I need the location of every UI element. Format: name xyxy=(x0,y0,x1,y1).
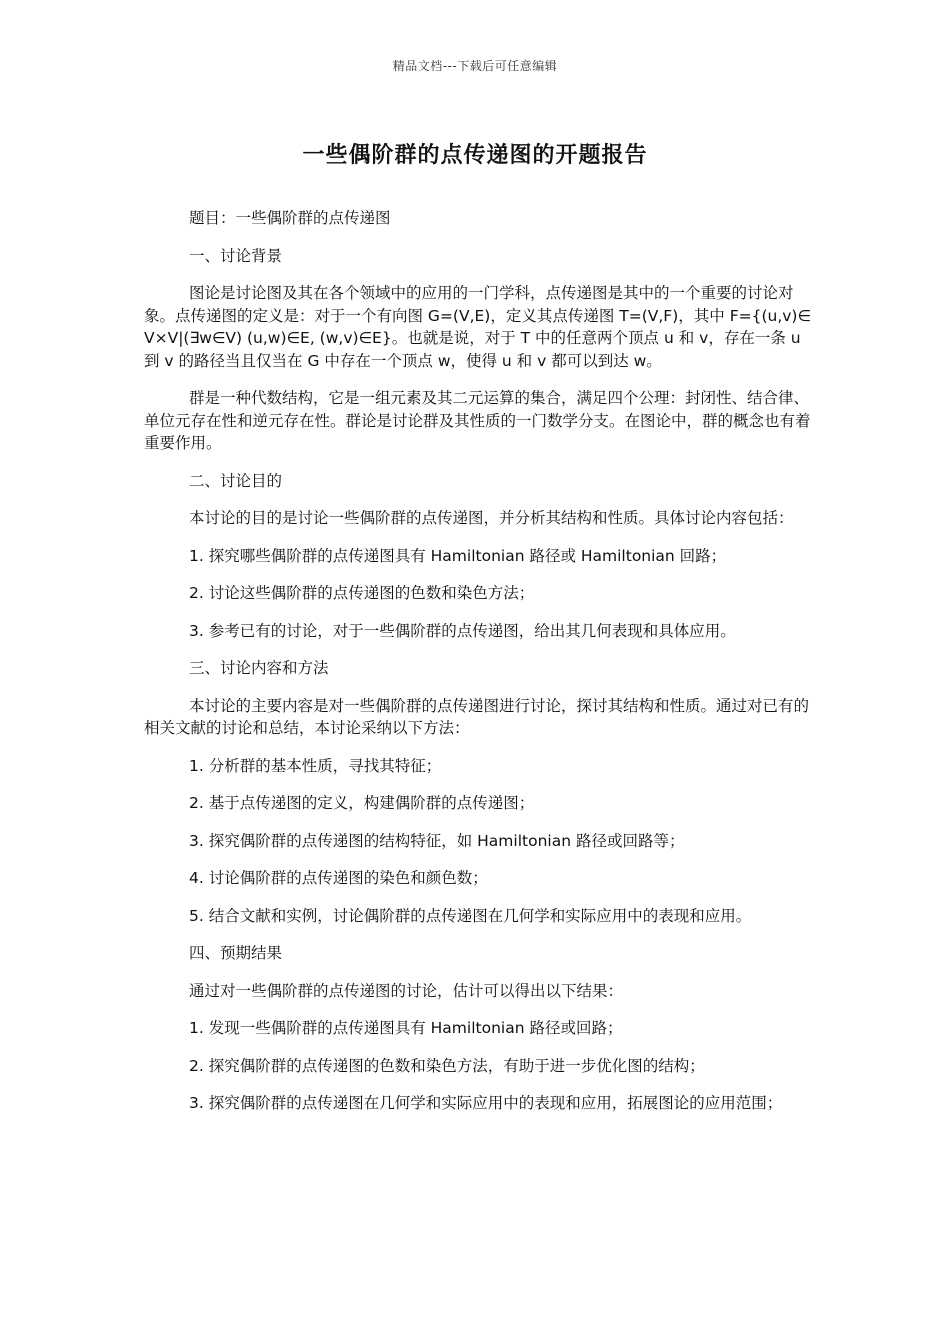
list-item: 2. 探究偶阶群的点传递图的色数和染色方法，有助于进一步优化图的结构； xyxy=(189,1056,705,1075)
section-heading-purpose: 二、讨论目的 xyxy=(189,471,283,490)
topic-line: 题目：一些偶阶群的点传递图 xyxy=(189,209,391,227)
section-heading-results: 四、预期结果 xyxy=(189,944,283,962)
document-body xyxy=(144,207,816,1130)
body-paragraph: 群是一种代数结构，它是一组元素及其二元运算的集合，满足四个公理：封闭性、结合律、单位元存在性和逆元存在性。群论是讨论群及其性质的一门数学分支。在图论中，群的概念也有着重要作用。 xyxy=(144,389,811,452)
list-item: 4. 讨论偶阶群的点传递图的染色和颜色数； xyxy=(189,869,488,887)
list-item: 3. 探究偶阶群的点传递图的结构特征，如 Hamiltonian 路径或回路等； xyxy=(189,831,685,850)
list-item: 3. 探究偶阶群的点传递图在几何学和实际应用中的表现和应用，拓展图论的应用范围； xyxy=(189,1094,783,1112)
list-item: 2. 讨论这些偶阶群的点传递图的色数和染色方法； xyxy=(189,584,535,602)
page-header-note: 精品文档---下载后可任意编辑 xyxy=(392,59,558,73)
list-item: 2. 基于点传递图的定义，构建偶阶群的点传递图； xyxy=(189,794,535,812)
section-heading-methods: 三、讨论内容和方法 xyxy=(189,659,329,677)
body-paragraph: 通过对一些偶阶群的点传递图的讨论，估计可以得出以下结果： xyxy=(189,981,624,1000)
body-paragraph: 本讨论的目的是讨论一些偶阶群的点传递图，并分析其结构和性质。具体讨论内容包括： xyxy=(189,509,794,527)
list-item: 3. 参考已有的讨论，对于一些偶阶群的点传递图，给出其几何表现和具体应用。 xyxy=(189,621,736,640)
document-title: 一些偶阶群的点传递图的开题报告 xyxy=(302,143,648,168)
list-item: 5. 结合文献和实例，讨论偶阶群的点传递图在几何学和实际应用中的表现和应用。 xyxy=(189,906,752,925)
section-heading-background: 一、讨论背景 xyxy=(189,246,283,265)
body-paragraph: 本讨论的主要内容是对一些偶阶群的点传递图进行讨论，探讨其结构和性质。通过对已有的相关文献的讨论和总结，本讨论采纳以下方法： xyxy=(144,696,810,737)
list-item: 1. 探究哪些偶阶群的点传递图具有 Hamiltonian 路径或 Hamiltonian 回路； xyxy=(189,546,727,565)
list-item: 1. 发现一些偶阶群的点传递图具有 Hamiltonian 路径或回路； xyxy=(189,1019,623,1037)
body-paragraph: 图论是讨论图及其在各个领域中的应用的一门学科，点传递图是其中的一个重要的讨论对象。点传递图的定义是：对于一个有向图 G=(V,E)，定义其点传递图 T=(V,F)，其中 F={(u,v)∈V×V|(∃w∈V) (u,w)∈E, (w,v)∈E}。也就是说，对于 T 中的任意两个顶点 u 和 v，存在一条 u 到 v 的路径当且仅当在 G 中存在一个顶点 w，使得 u 和 v 都可以到达 w。 xyxy=(144,284,811,370)
list-item: 1. 分析群的基本性质，寻找其特征； xyxy=(189,756,442,775)
